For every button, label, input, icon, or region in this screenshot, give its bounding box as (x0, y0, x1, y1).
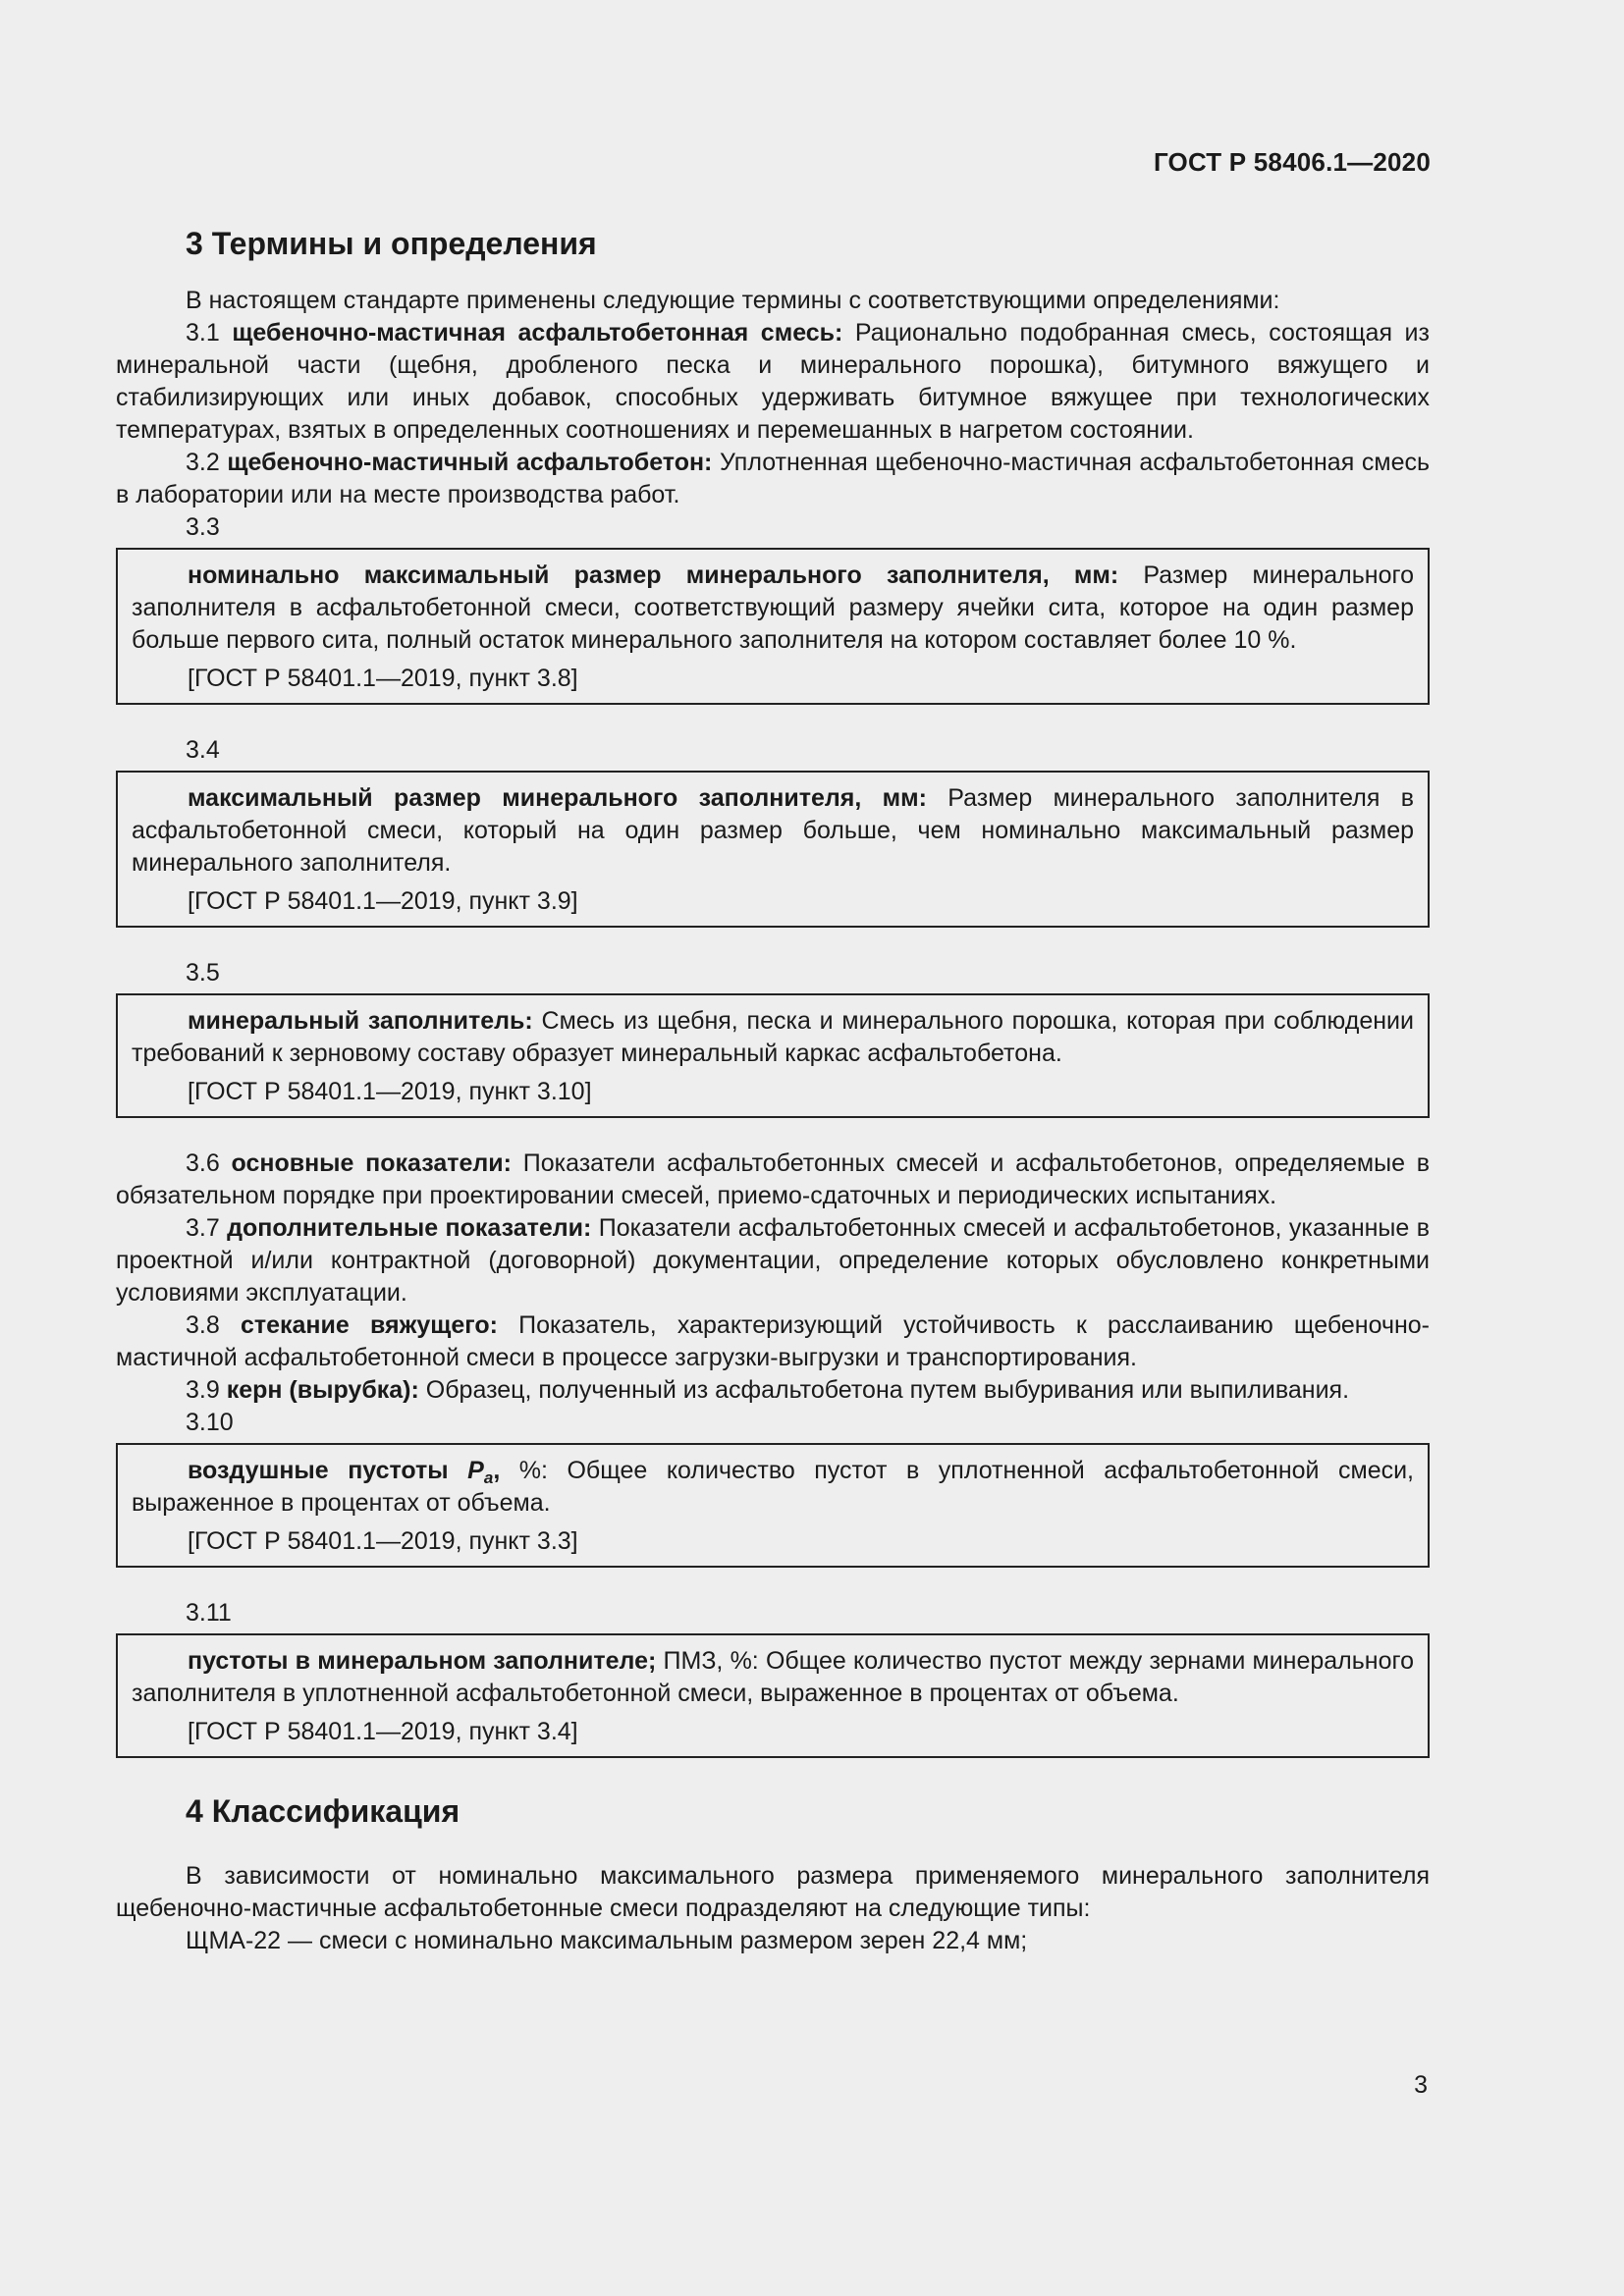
term-name: основные показатели: (231, 1149, 512, 1177)
page-number: 3 (1414, 2071, 1428, 2099)
term-symbol-subscript: a (483, 1468, 494, 1487)
term-3-7 (116, 1212, 1430, 1309)
term-3-5 (132, 1005, 1414, 1070)
term-name: стекание вяжущего: (240, 1311, 498, 1339)
term-3-3-box (116, 548, 1430, 705)
section-4-title: 4 Классификация (186, 1793, 460, 1829)
term-source: [ГОСТ Р 58401.1—2019, пункт 3.10] (188, 1078, 592, 1105)
section-3-title: 3 Термины и определения (186, 226, 597, 261)
term-name: керн (вырубка): (226, 1376, 419, 1404)
term-3-5-box (116, 993, 1430, 1118)
term-definition: Размер минерального заполнителя в асфальтобетонной смеси, соответствующий размеру ячейки сита, которое на один размер больше первого сита, полный остаток минерального заполнителя на котором составляет более 10 %. (132, 561, 1414, 654)
term-definition: Смесь из щебня, песка и минерального порошка, которая при соблюдении требований к зерновому составу образует минеральный каркас асфальтобетона. (132, 1007, 1414, 1067)
term-symbol: P (467, 1457, 484, 1484)
term-name: воздушные пустоты (188, 1457, 468, 1484)
term-source: [ГОСТ Р 58401.1—2019, пункт 3.4] (188, 1718, 578, 1745)
term-name: номинально максимальный размер минерального заполнителя, мм: (188, 561, 1119, 589)
term-3-10 (132, 1455, 1414, 1520)
term-source: [ГОСТ Р 58401.1—2019, пункт 3.9] (188, 887, 578, 915)
term-source: [ГОСТ Р 58401.1—2019, пункт 3.3] (188, 1527, 578, 1555)
term-name: минеральный заполнитель: (188, 1007, 533, 1035)
term-definition: Размер минерального заполнителя в асфальтобетонной смеси, который на один размер больше, чем номинально максимальный размер минерального заполнителя. (132, 784, 1414, 877)
term-definition: Показатели асфальтобетонных смесей и асфальтобетонов, определяемые в обязательном порядке при проектировании смесей, приемо-сдаточных и периодических испытаниях. (116, 1149, 1431, 1209)
term-number: 3.8 (186, 1311, 241, 1339)
section-3-intro: В настоящем стандарте применены следующие термины с соответствующими определениями: (186, 287, 1280, 314)
term-name-end: , (493, 1457, 501, 1484)
term-3-10-box (116, 1443, 1430, 1568)
term-name: максимальный размер минерального заполнителя, мм: (188, 784, 927, 812)
term-3-8 (116, 1309, 1430, 1374)
term-definition: Показатель, характеризующий устойчивость к расслаиванию щебеночно-мастичной асфальтобетонной смеси в процессе загрузки-выгрузки и транспортирования. (116, 1311, 1431, 1371)
section-4-paragraph: В зависимости от номинально максимального размера применяемого минерального заполнителя щебеночно-мастичные асфальтобетонные смеси подразделяют на следующие типы: (116, 1862, 1430, 1922)
term-3-6 (116, 1148, 1430, 1212)
term-source: [ГОСТ Р 58401.1—2019, пункт 3.8] (188, 665, 578, 692)
term-definition: Образец, полученный из асфальтобетона путем выбуривания или выпиливания. (418, 1376, 1350, 1404)
term-name: дополнительные показатели: (227, 1214, 592, 1242)
term-number: 3.2 (186, 449, 228, 476)
term-number: 3.1 (186, 319, 233, 347)
page-content (116, 224, 1430, 1957)
term-3-4-box (116, 771, 1430, 928)
term-3-3 (132, 560, 1414, 657)
term-3-1 (116, 317, 1430, 447)
term-name: пустоты в минеральном заполнителе; (188, 1647, 657, 1675)
term-number: 3.9 (186, 1376, 227, 1404)
term-3-11-box (116, 1633, 1430, 1758)
term-3-4-number: 3.4 (186, 736, 220, 764)
term-name: щебеночно-мастичная асфальтобетонная смесь: (232, 319, 843, 347)
term-3-5-number: 3.5 (186, 959, 220, 987)
term-3-2 (116, 447, 1430, 511)
section-4-type-item: ЩМА-22 — смеси с номинально максимальным размером зерен 22,4 мм; (186, 1927, 1028, 1954)
term-definition: %: Общее количество пустот в уплотненной асфальтобетонной смеси, выраженное в процентах от объема. (132, 1457, 1415, 1517)
term-3-9 (116, 1374, 1430, 1407)
term-3-11 (132, 1645, 1414, 1710)
term-3-3-number: 3.3 (186, 513, 220, 541)
term-definition: Рационально подобранная смесь, состоящая из минеральной части (щебня, дробленого песка и минерального порошка), битумного вяжущего и стабилизирующих или иных добавок, способных удерживать битумное вяжущее при технологических температурах, взятых в определенных соотношениях и перемешанных в нагретом состоянии. (116, 319, 1430, 444)
term-3-10-number: 3.10 (186, 1409, 234, 1436)
document-code: ГОСТ Р 58406.1—2020 (1153, 147, 1431, 177)
term-3-4 (132, 782, 1414, 880)
term-number: 3.6 (186, 1149, 232, 1177)
term-number: 3.7 (186, 1214, 228, 1242)
term-name: щебеночно-мастичный асфальтобетон: (227, 449, 713, 476)
term-definition: Показатели асфальтобетонных смесей и асфальтобетонов, указанные в проектной и/или контрактной (договорной) документации, определение которых обусловлено конкретными условиями эксплуатации. (116, 1214, 1430, 1307)
term-definition: ПМЗ, %: Общее количество пустот между зернами минерального заполнителя в уплотненной асфальтобетонной смеси, выраженное в процентах от объема. (132, 1647, 1414, 1707)
term-definition: Уплотненная щебеночно-мастичная асфальтобетонная смесь в лаборатории или на месте производства работ. (116, 449, 1430, 508)
term-3-11-number: 3.11 (186, 1599, 232, 1627)
